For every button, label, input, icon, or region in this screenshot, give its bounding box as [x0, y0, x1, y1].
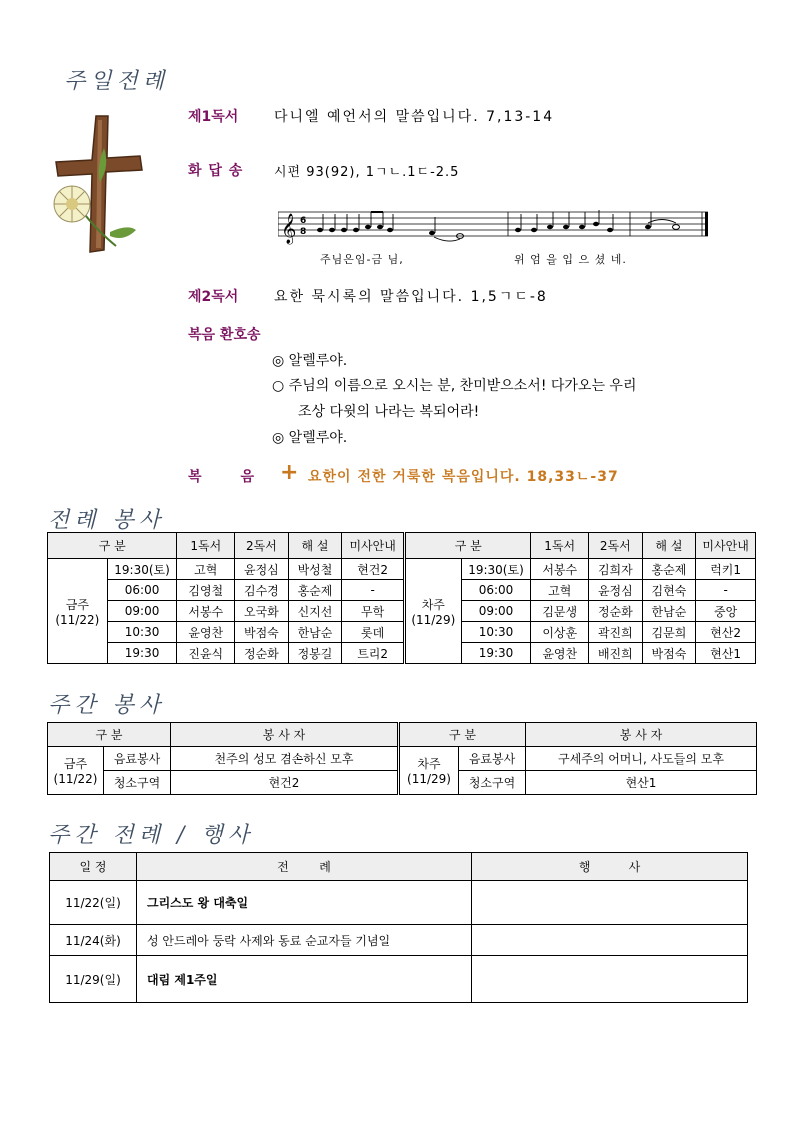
header-commentary: 해 설	[288, 533, 342, 559]
table-cell: 김현숙	[642, 580, 696, 601]
table-cell: 박성철	[288, 559, 342, 580]
header-category: 구 분	[404, 533, 530, 559]
table-cell: 박점숙	[642, 643, 696, 664]
psalm-lyrics-2: 위 엄 을 입 으 셨 네.	[514, 253, 627, 266]
table-cell: 홍순제	[642, 559, 696, 580]
table-cell: 윤정심	[589, 580, 643, 601]
header-second-reading: 2독서	[235, 533, 289, 559]
table-cell: 곽진희	[589, 622, 643, 643]
event-date: 11/24(화)	[50, 925, 137, 956]
header-category: 구 분	[48, 723, 171, 747]
table-cell: 서봉수	[531, 559, 589, 580]
event-date: 11/22(일)	[50, 881, 137, 925]
cross-flower-icon	[44, 112, 148, 258]
table-cell: 진윤식	[177, 643, 235, 664]
gospel-text: 요한이 전한 거룩한 복음입니다. 18,33ㄴ-37	[308, 469, 619, 485]
svg-text:6: 6	[300, 216, 307, 226]
table-cell: 롯데	[342, 622, 405, 643]
table-cell: 홍순제	[288, 580, 342, 601]
event-date: 11/29(일)	[50, 956, 137, 1003]
event-liturgy: 성 안드레아 둥락 사제와 동료 순교자들 기념일	[137, 925, 472, 956]
header-first-reading: 1독서	[531, 533, 589, 559]
table-cell: 윤영찬	[531, 643, 589, 664]
table-cell: 윤영찬	[177, 622, 235, 643]
table-cell: 천주의 성모 겸손하신 모후	[171, 747, 399, 771]
event-liturgy: 그리스도 왕 대축일	[137, 881, 472, 925]
header-first-reading: 1독서	[177, 533, 235, 559]
header-commentary: 해 설	[642, 533, 696, 559]
table-cell: 구세주의 어머니, 사도들의 모후	[526, 747, 757, 771]
liturgy-service-title: 전례 봉사	[48, 508, 166, 533]
event-liturgy: 대림 제1주일	[137, 956, 472, 1003]
first-reading-label: 제1독서	[188, 109, 239, 125]
svg-text:𝄞: 𝄞	[281, 214, 297, 244]
sunday-liturgy-title: 주일전례	[64, 69, 170, 94]
table-cell: -	[696, 580, 756, 601]
table-cell: 트리2	[342, 643, 405, 664]
header-category: 구 분	[48, 533, 177, 559]
table-cell: 청소구역	[459, 771, 526, 795]
table-cell: 19:30	[107, 643, 177, 664]
table-cell: 서봉수	[177, 601, 235, 622]
table-cell: 중앙	[696, 601, 756, 622]
table-cell: 배진희	[589, 643, 643, 664]
weekly-service-table	[47, 722, 757, 795]
gospel-cross-icon: +	[280, 460, 299, 485]
table-cell: 현산1	[696, 643, 756, 664]
weekly-events-table	[49, 852, 748, 1003]
svg-text:8: 8	[300, 227, 307, 237]
header-mass-guide: 미사안내	[696, 533, 756, 559]
table-cell: 10:30	[461, 622, 531, 643]
table-cell: 06:00	[461, 580, 531, 601]
psalm-label: 화 답 송	[188, 163, 244, 179]
table-cell: 음료봉사	[104, 747, 171, 771]
table-cell: 정봉길	[288, 643, 342, 664]
table-cell: 김희자	[589, 559, 643, 580]
table-cell: 청소구역	[104, 771, 171, 795]
table-cell: 19:30(토)	[107, 559, 177, 580]
table-cell: 현산1	[526, 771, 757, 795]
table-cell: 럭키1	[696, 559, 756, 580]
table-cell: 19:30	[461, 643, 531, 664]
event-activity	[472, 956, 748, 1003]
table-cell: 06:00	[107, 580, 177, 601]
table-cell: 이상훈	[531, 622, 589, 643]
acclamation-label: 복음 환호송	[188, 327, 261, 343]
table-cell: 음료봉사	[459, 747, 526, 771]
liturgy-service-table	[47, 532, 756, 664]
weekly-service-title: 주간 봉사	[48, 693, 166, 718]
table-cell: 19:30(토)	[461, 559, 531, 580]
table-cell: 윤정심	[235, 559, 289, 580]
next-week-label: 차주 (11/29)	[404, 559, 461, 664]
table-cell: 현산2	[696, 622, 756, 643]
header-volunteers: 봉 사 자	[171, 723, 399, 747]
psalm-text: 시편 93(92), 1ㄱㄴ.1ㄷ-2.5	[274, 165, 460, 180]
header-schedule: 일 정	[50, 853, 137, 881]
table-cell: 현건2	[171, 771, 399, 795]
acclamation-line-4: ◎ 알렐루야.	[272, 430, 348, 446]
first-reading-text: 다니엘 예언서의 말씀입니다. 7,13-14	[274, 109, 555, 125]
header-events: 행 사	[472, 853, 748, 881]
event-activity	[472, 881, 748, 925]
header-second-reading: 2독서	[589, 533, 643, 559]
this-week-label: 금주 (11/22)	[48, 747, 104, 795]
table-cell: 김영철	[177, 580, 235, 601]
psalm-score-staff	[278, 208, 712, 248]
this-week-label: 금주 (11/22)	[48, 559, 108, 664]
table-cell: 고혁	[531, 580, 589, 601]
next-week-label: 차주 (11/29)	[399, 747, 459, 795]
table-cell: 김문생	[531, 601, 589, 622]
table-cell: 김수경	[235, 580, 289, 601]
table-cell: 박점숙	[235, 622, 289, 643]
second-reading-text: 요한 묵시록의 말씀입니다. 1,5ㄱㄷ-8	[274, 289, 548, 305]
table-cell: 09:00	[461, 601, 531, 622]
table-cell: 오국화	[235, 601, 289, 622]
weekly-events-title: 주간 전례 / 행사	[48, 823, 254, 848]
table-cell: -	[342, 580, 405, 601]
table-cell: 고혁	[177, 559, 235, 580]
acclamation-line-1: ◎ 알렐루야.	[272, 353, 348, 369]
event-activity	[472, 925, 748, 956]
header-liturgy: 전 례	[137, 853, 472, 881]
header-mass-guide: 미사안내	[342, 533, 405, 559]
table-cell: 김문희	[642, 622, 696, 643]
table-cell: 정순화	[589, 601, 643, 622]
table-cell: 무학	[342, 601, 405, 622]
table-cell: 10:30	[107, 622, 177, 643]
header-volunteers: 봉 사 자	[526, 723, 757, 747]
psalm-lyrics-1: 주님은임-금 님,	[320, 253, 404, 266]
acclamation-line-2: ○ 주님의 이름으로 오시는 분, 찬미받으소서! 다가오는 우리	[272, 378, 637, 394]
acclamation-line-3: 조상 다윗의 나라는 복되어라!	[298, 404, 480, 420]
table-cell: 09:00	[107, 601, 177, 622]
table-cell: 정순화	[235, 643, 289, 664]
table-cell: 한남순	[288, 622, 342, 643]
second-reading-label: 제2독서	[188, 289, 239, 305]
table-cell: 한남순	[642, 601, 696, 622]
header-category: 구 분	[399, 723, 526, 747]
gospel-label: 복 음	[188, 469, 255, 485]
table-cell: 현건2	[342, 559, 405, 580]
table-cell: 신지선	[288, 601, 342, 622]
